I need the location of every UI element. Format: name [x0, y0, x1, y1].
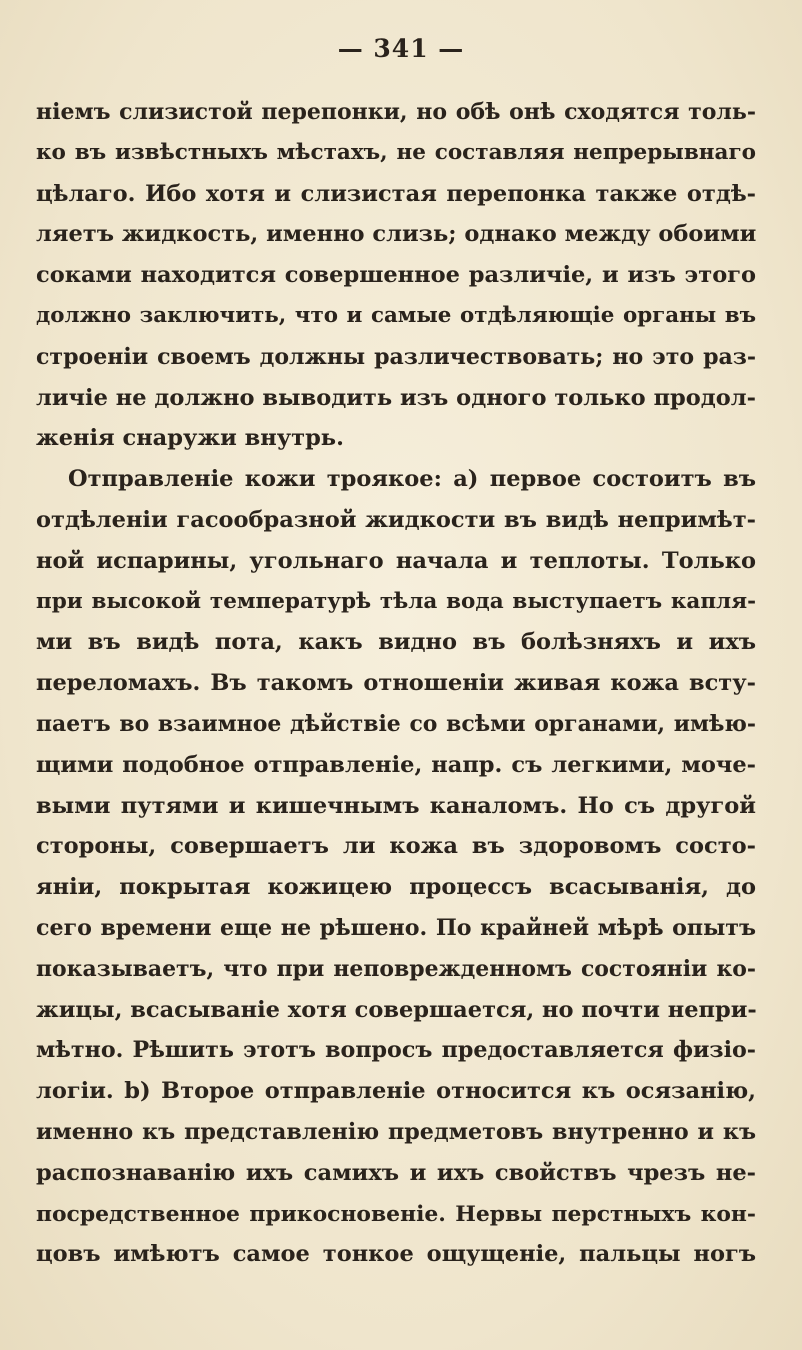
- text-line: показываетъ, что при неповрежденномъ состояніи ко-: [36, 955, 756, 982]
- text-line: должно заключить, что и самые отдѣляющіе органы въ: [36, 302, 756, 328]
- text-line: сего времени еще не рѣшено. По крайней мѣрѣ опытъ: [36, 914, 756, 941]
- text-line: выми путями и кишечнымъ каналомъ. Но съ другой: [36, 792, 756, 819]
- text-line: жицы, всасываніе хотя совершается, но почти непри-: [36, 996, 757, 1023]
- text-line: личіе не должно выводить изъ одного только продол-: [36, 384, 756, 411]
- text-line: строеніи своемъ должны различествовать; но это раз-: [36, 343, 756, 370]
- text-line: паетъ во взаимное дѣйствіе со всѣми органами, имѣю-: [36, 710, 756, 737]
- text-line: стороны, совершаетъ ли кожа въ здоровомъ состо-: [36, 833, 756, 860]
- paragraph-first-line: Отправленіе кожи троякое: a) первое состоитъ въ: [68, 466, 756, 493]
- page-body-text: [36, 92, 756, 1275]
- text-line: ляетъ жидкость, именно слизь; однако между обоими: [36, 221, 757, 248]
- text-line: ной испарины, угольнаго начала и теплоты. Только: [36, 547, 756, 574]
- text-line: цѣлаго. Ибо хотя и слизистая перепонка также отдѣ-: [36, 180, 756, 207]
- text-line: женія снаружи внутрь.: [36, 425, 344, 452]
- text-line: при высокой температурѣ тѣла вода выступаетъ капля-: [36, 588, 756, 614]
- text-line: ко въ извѣстныхъ мѣстахъ, не составляя непрерывнаго: [36, 139, 756, 165]
- text-line: яніи, покрытая кожицею процессъ всасыванія, до: [36, 874, 756, 901]
- page-number: — 341 —: [337, 34, 465, 63]
- text-line: переломахъ. Въ такомъ отношеніи живая кожа всту-: [36, 670, 756, 697]
- text-line: цовъ имѣютъ самое тонкое ощущеніе, пальцы ногъ: [36, 1241, 756, 1268]
- text-line: распознаванію ихъ самихъ и ихъ свойствъ чрезъ не-: [36, 1159, 756, 1186]
- text-line: соками находится совершенное различіе, и изъ этого: [36, 262, 756, 289]
- text-line: логіи. b) Второе отправленіе относится къ осязанію,: [36, 1078, 756, 1105]
- text-line: посредственное прикосновеніе. Нервы перстныхъ кон-: [36, 1200, 756, 1227]
- text-line: ми въ видѣ пота, какъ видно въ болѣзняхъ и ихъ: [36, 629, 756, 656]
- text-line: ніемъ слизистой перепонки, но обѣ онѣ сходятся толь-: [36, 99, 756, 125]
- text-line: отдѣленіи гасообразной жидкости въ видѣ непримѣт-: [36, 506, 756, 533]
- text-line: мѣтно. Рѣшить этотъ вопросъ предоставляется физіо-: [36, 1037, 756, 1064]
- text-line: щими подобное отправленіе, напр. съ легкими, моче-: [36, 751, 756, 778]
- text-line: именно къ представленію предметовъ внутренно и къ: [36, 1118, 756, 1145]
